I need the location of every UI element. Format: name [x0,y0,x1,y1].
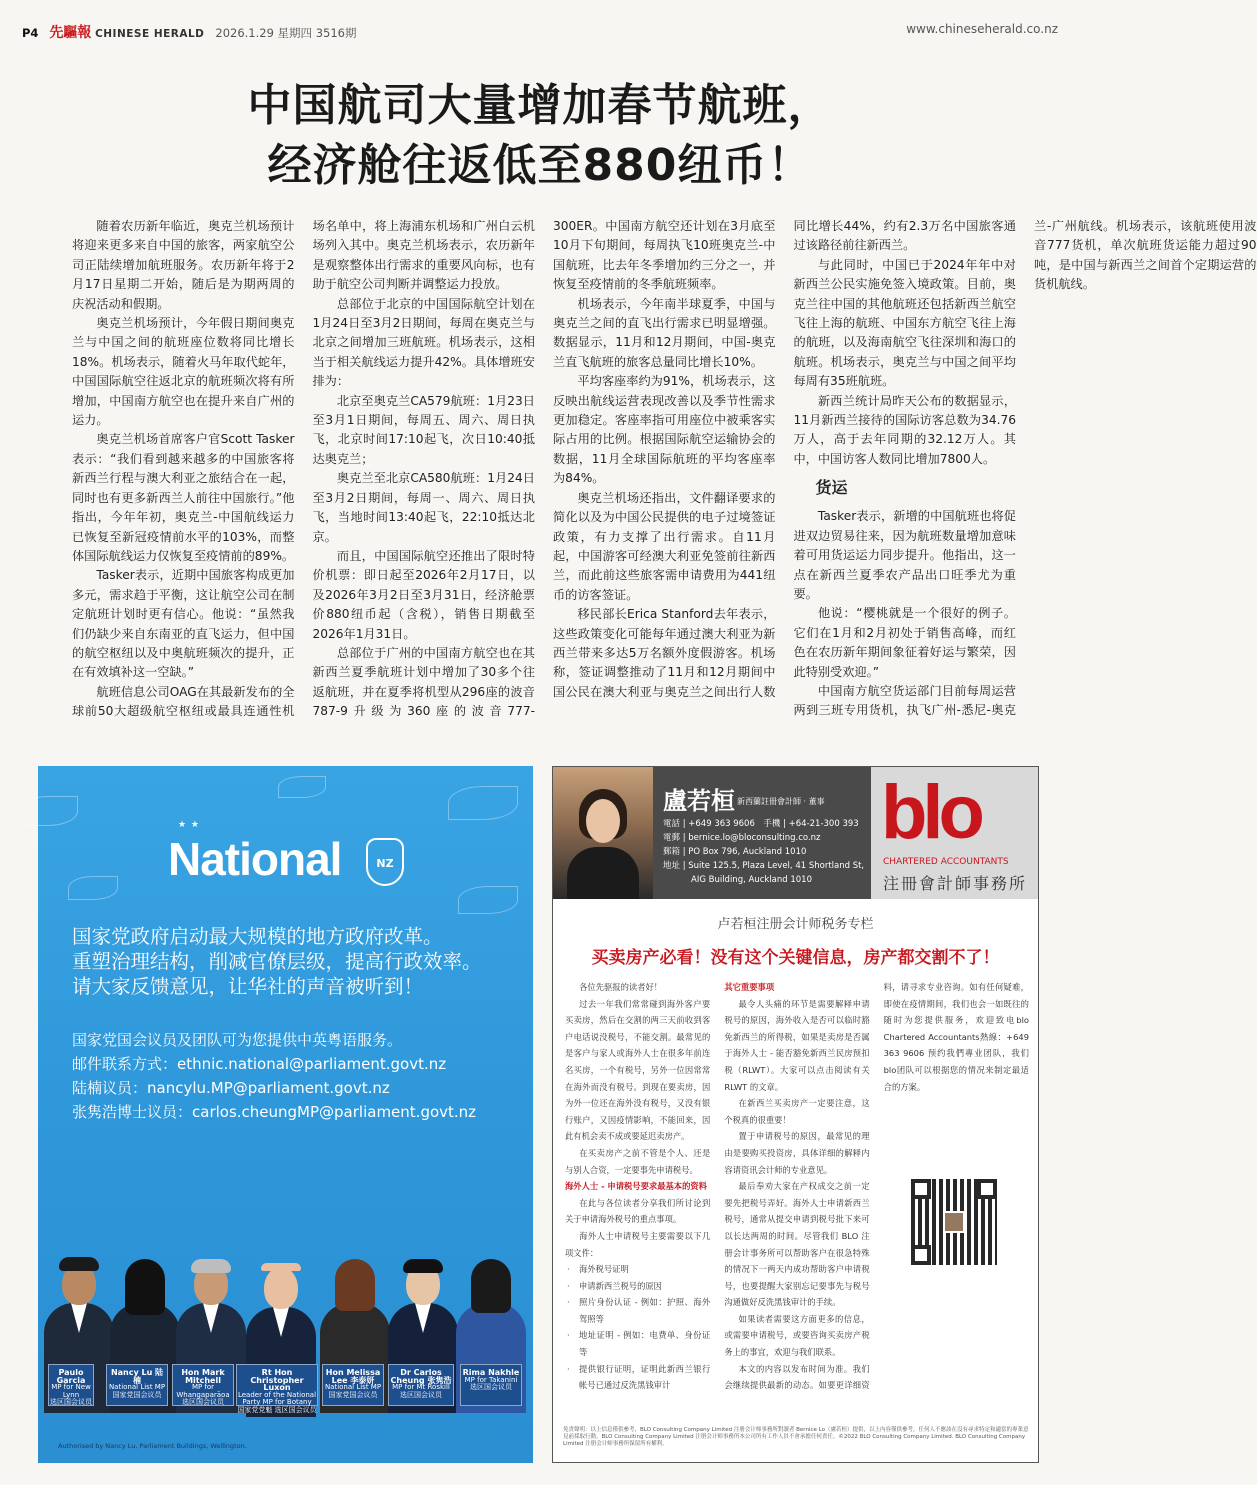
mp-role-cn: 选区国会议员 [50,1398,92,1406]
blo-accountants-ad[interactable] [552,766,1039,1463]
disclaimer: 免責聲明：以上信息僅供參考，BLO Consulting Company Limited 注册会计师事務所對讀者 Bernice Lo（盧若桓）提供，以上內容僅供參考，任何人不應該在沒有尋求特定和適當的專業意見前採取行動。BLO Consulting Company Limited 注册会计师事務所本公司所有工作人員不會承擔任何責任。©2022 BLO Consulting Company Limited. BLO Consulting Company Limited 注册会计师事務所保留所有權利。 [563,1427,1029,1447]
ad-subheading: 其它重要事项 [724,982,775,992]
cargo-paragraph: Tasker表示，新增的中国航班也将促进双边贸易往来，因为航班数量增加意味着可用货运运力同步提升。他指出，这一点在新西兰夏季农产品出口旺季尤为重要。 [793,509,1016,601]
leaf-decoration [458,886,518,914]
stars-icon: ★ ★ [178,820,200,830]
ad-paragraph: 置于申请税号的原因，最常见的理由是要购买投资房，具体详细的解释内容请资讯会计师的专业意见。 [724,1131,870,1175]
ad-paragraph: 过去一年我们常常碰到海外客户要买卖房，然后在交割的两三天前收到客户电话说没税号，不能交割。最常见的是客户与家人或海外人士在很多年前连名买房，一个有税号，另外一位因常常在海外而没有税号。到现在要卖房，因为外一位还在海外没有税号，又没有银行账户，又因疫情影响，不能回来，因此有机会卖不成或要延迟卖房产。 [565,998,711,1142]
list-item: · 申请新西兰税号的原因 [565,1278,710,1295]
mp-role: MP for New Lynn [51,1383,91,1399]
newspaper-logo: 先驅報 [49,25,92,41]
mp-name: Hon Mark Mitchell [181,1368,225,1385]
mp-name-tag [388,1364,454,1406]
ad-paragraph: 如果读者需要这方面更多的信息，或需要申请税号，或要咨询买卖房产税务上的事宜，欢迎与我们联系。 [724,1313,870,1358]
article-paragraph: 总部位于北京的中国国际航空计划在1月24日至3月2日期间，每周在奥克兰与北京之间增加三班航班。机场表示，这相当于相关航线运力提升42%。具体增班安排为： [312,296,535,389]
mp-name-tag [322,1364,384,1406]
mp-role-cn: 国家党国会议员 [328,1390,378,1399]
article-paragraph: 与此同时，中国已于2024年年中对新西兰公民实施免签入境政策。目前，奥克兰往中国的其他航班还包括新西兰航空飞往上海的航班、中国东方航空飞往上海的航班，以及海南航空飞往深圳和海口的航班。机场表示，奥克兰与中国之间平均每周有35班航班。 [793,257,1016,389]
leaf-decoration [68,876,118,900]
ad-message [72,924,512,999]
contact-email[interactable]: 张隽浩博士议员：carlos.cheungMP@parliament.govt.nz [72,1103,477,1121]
article-paragraph: 随着农历新年临近，奥克兰机场预计将迎来更多来自中国的旅客，两家航空公司正陆续增加航班服务。农历新年将于2月17日星期二开始，随后是为期两周的庆祝活动和假期。 [72,219,295,311]
contact-info [663,817,864,887]
article-paragraph: 北京至奥克兰CA579航班：1月23日至3月1日期间，每周五、周六、周日执飞，北京时间17:10起飞，次日10:40抵达奥克兰； [312,393,535,466]
list-item: · 海外税号证明 [565,1261,710,1278]
ad-paragraph: 在此与各位读者分享我们所讨论到关于申请海外税号的重点事项。 [565,1197,711,1225]
mp-group-photo [38,1260,533,1463]
article-paragraph: Tasker表示，近期中国旅客构成更加多元，需求趋于平衡，这让航空公司在制定航班计划时更有信心。他说：“虽然我们仍缺少来自东南亚的直飞运力，但中国的航空枢纽以及中奥航班频次的提升，正在有效填补这一空缺。” [72,568,295,680]
article-paragraph: 奥克兰至北京CA580航班：1月24日至3月2日期间，每周一、周六、周日执飞，当地时间13:40起飞，22:10抵达北京。 [312,471,535,544]
accountant-name: 盧若桓 [663,787,735,815]
contact-email[interactable]: 陆楠议员：nancylu.MP@parliament.govt.nz [72,1079,390,1097]
mp-name: Rt Hon Christopher Luxon [250,1368,304,1392]
address-line: 地址 | Suite 125.5, Plaza Level, 41 Shortland St, [663,861,865,871]
blo-logo-chinese: 注冊會計師事務所 [883,874,1028,893]
newspaper-name: CHINESE HERALD [95,28,205,40]
mp-role-cn: 国家党国会议员 [112,1390,162,1399]
qr-code[interactable] [911,1179,997,1265]
cargo-paragraph: 他说：“樱桃就是一个很好的例子。它们在1月和2月初处于销售高峰，而红色在农历新年期间象征着好运与繁荣，因此特别受欢迎。” [793,606,1016,679]
article-paragraph: 新西兰统计局昨天公布的数据显示，11月新西兰接待的国际访客总数为34.76万人，高于去年同期的32.12万人。其中，中国访客人数同比增加7800人。 [793,393,1016,466]
mp-role: National List MP [324,1383,382,1391]
ad-paragraph: 最后奉劝大家在产权成交之前一定要先把税号弄好。海外人士申请新西兰税号，通常从提交申请到税号批下来可以长达两周的时间。尽管我们 BLO 注册会计事务所可以帮助客户在很急特殊的情况下一两天内成功帮助客户申请税号，也要提醒大家别忘记要事先与税号沟通做好反洗黑钱审计的手续。 [724,1181,870,1308]
mp-role: Leader of the National Party MP for Botany [237,1390,317,1406]
email-line[interactable]: 電郵 | bernice.lo@bloconsulting.co.nz [663,833,821,843]
mp-name: Paulo Garcia [56,1368,86,1385]
article-paragraph: 机场表示，今年南半球夏季，中国与奥克兰之间的直飞出行需求已明显增强。数据显示，11月和12月期间，中国-奥克兰直飞航班的旅客总量同比增长10%。 [553,296,776,369]
ad-message-line: 国家党政府启动最大规模的地方政府改革。 [72,925,443,948]
contact-line: 国家党国会议员及团队可为您提供中英粤语服务。 [72,1031,403,1049]
ad-paragraph: 在买卖房产之前不管是个人、还是与别人合资，一定要事先申请税号。 [565,1147,711,1175]
ad-paragraph: 最令人头痛的环节是需要解释申请税号的原因，海外收入是否可以临时豁免新西兰的所得税，如果是卖房是否属于海外人士 - 能否豁免新西兰民房预扣税（RLWT）。大家可以点击阅读有关 RLWT 的文章。 [724,998,870,1092]
ad-paragraph: 各位先驱报的读者好！ [579,982,663,992]
mp-name: Dr Carlos Cheung 张隽浩 [390,1368,452,1385]
blo-logo-mark: blo [881,770,980,855]
site-url[interactable]: www.chineseherald.co.nz [906,22,1058,36]
ad-paragraph: 海外人士申请税号主要需要以下几项文件： [565,1230,711,1258]
phone-line[interactable]: 電話 | +649 363 9606 手機 | +64-21-300 393 [663,819,859,829]
national-wordmark: National [168,833,342,885]
mp-role: MP for Whangaparāoa [176,1383,230,1399]
blo-header-band [553,767,1038,899]
ad-paragraph: 在新西兰买卖房产一定要注意，这个税真的很重要！ [724,1098,870,1125]
cargo-paragraph: 中国南方航空货运部门目前每周运营两到三班专用货机，执飞广州-悉尼-奥克兰-广州航线。机场表示，该航班使用波音777货机，单次航班货运能力超过90吨，是中国与新西兰之间首个定期运营的货机航线。 [793,219,1257,718]
ad-headline: 买卖房产必看！没有这个关键信息，房产都交割不了！ [591,948,1000,968]
ad-message-line: 重塑治理结构，削减官僚层级，提高行政效率。 [72,950,482,973]
mp-role: MP for Mt Roskill [392,1383,450,1391]
leaf-decoration [448,786,518,820]
article-paragraph: 奥克兰机场还指出，文件翻译要求的简化以及为中国公民提供的电子过境签证政策，有力支撑了出行需求。自11月起，中国游客可经澳大利亚免签前往新西兰，而此前这些旅客需申请费用为441纽币的访客签证。 [553,490,776,602]
article-body [72,217,1257,739]
article-paragraph: 移民部长Erica Stanford去年表示，这些政策变化可能每年通过澳大利亚为新西兰带来多达5万名额外度假游客。机场称，签证调整推动了11月和12月期间中国公民在澳大利亚与奥克兰之间出行人数同比增长44%，约有2.3万名中国旅客通过该路径前往新西兰。 [553,219,1016,699]
page-header [22,22,1058,44]
mp-name-tag [236,1364,318,1414]
page-number: P4 [22,26,39,40]
nz-crest-icon: NZ [366,838,404,886]
po-box-line: 郵箱 | PO Box 796, Auckland 1010 [663,847,807,857]
mp-role: MP for Takanini [464,1375,518,1384]
national-party-ad[interactable] [38,766,533,1463]
mp-name-tag [460,1364,522,1406]
mp-role-cn: 选区国会议员 [182,1398,224,1406]
cargo-heading: 货运 [815,478,848,498]
article-paragraph: 奥克兰机场首席客户官Scott Tasker表示：“我们看到越来越多的中国旅客将新西兰行程与澳大利亚之旅结合在一起，同时也有更多新西兰人前往中国旅行。”他指出，今年年初，奥克兰-中国航线运力已恢复至新冠疫情前水平的103%，而整体国际航线运力仅恢复至疫情前的89%。 [72,432,295,563]
accountant-title: 新西蘭註冊會計師 · 董事 [737,797,825,806]
mp-name-tag [106,1364,168,1406]
list-item: · 提供银行证明，证明此新西兰银行帐号已通过反洗黑钱审计 [565,1361,710,1394]
blo-logo [871,767,1038,899]
leaf-decoration [278,776,326,798]
address-line: AIG Building, Auckland 1010 [691,875,812,885]
contact-email[interactable]: 邮件联系方式：ethnic.national@parliament.govt.nz [72,1055,447,1073]
list-item: · 照片身份认证 - 例如：护照、海外驾照等 [565,1294,710,1327]
mp-name-tag [172,1364,234,1406]
authorised-by: Authorised by Nancy Lu, Parliament Buildings, Wellington. [58,1442,247,1450]
headline-line-2: 经济舱往返低至880纽币！ [267,140,813,191]
column-title: 卢若桓注册会计师税务专栏 [717,917,874,932]
portrait-photo [553,767,653,899]
mp-role-cn: 国家党党魁 选区国会议员 [237,1405,317,1414]
mp-name: Rima Nakhle [462,1368,520,1377]
mp-role-cn: 选区国会议员 [400,1390,442,1399]
article-paragraph: 总部位于广州的中国南方航空也在其新西兰夏季航班计划中增加了30多个往返航班，并在夏季将机型从296座的波音787-9升级为360座的波音777-300ER。中国南方航空还计划在3月底至10月下旬期间，每周执飞10班奥克兰-中国航班，比去年冬季增加约三分之一，并恢复至疫情前的冬季航班频率。 [312,219,776,719]
article-paragraph: 航班信息公司OAG在其最新发布的全球前50大超级航空枢纽或最具连通性机场名单中，将上海浦东机场和广州白云机场列入其中。奥克兰机场表示，农历新年是观察整体出行需求的重要风向标，也有助于航空公司判断并调整运力投放。 [72,219,535,719]
ad-contact [72,1028,512,1124]
mp-role: National List MP [108,1383,166,1391]
issue-info: 2026.1.29 星期四 3516期 [215,26,357,40]
article-paragraph: 奥克兰机场预计，今年假日期间奥克兰与中国之间的航班座位数将同比增长18%。机场表示，随着火马年取代蛇年，中国国际航空往返北京的航班频次将有所增加，中国南方航空也在提升来自广州的运力。 [72,316,295,428]
mp-role-cn: 选区国会议员 [470,1383,512,1391]
article-paragraph: 而且，中国国际航空还推出了限时特价机票：即日起至2026年2月17日，以及2026年3月2日至3月31日，经济舱票价880纽币起（含税），销售日期截至2026年1月31日。 [312,548,535,641]
headline-line-1: 中国航司大量增加春节航班， [247,80,833,131]
blo-logo-subtitle: CHARTERED ACCOUNTANTS [883,857,1009,867]
national-logo [168,826,408,896]
leaf-decoration [18,796,78,826]
qr-avatar-icon [943,1211,965,1233]
list-item: · 地址证明 - 例如：电费单、身份证等 [565,1327,710,1360]
ad-paragraph: 本文的内容以发布时间为准。我们会继续提供最新的动态。如要更详细资料，请寻求专业咨询。如有任何疑难，即使在疫情期间，我们也会一如既往的随时为您提供服务，欢迎致电blo Chartered Accountants熱線：+649 363 9606 预约我們專业团队，我们blo团队可以根据您的情况来制定最适合的方案。 [724,982,1029,1391]
mp-name-tag [48,1364,94,1406]
headline [0,76,1080,196]
mp-name: Hon Melissa Lee 李泰妍 [325,1368,381,1385]
article-paragraph: 平均客座率约为91%，机场表示，这反映出航线运营表现改善以及季节性需求更加稳定。客座率指可用座位中被乘客实际占用的比例。根据国际航空运输协会的数据，11月全球国际航班的平均客座率为84%。 [553,374,776,486]
ad-message-line: 请大家反馈意见，让华社的声音被听到！ [72,975,424,998]
mp-name: Nancy Lu 陆楠 [110,1368,164,1385]
ad-subheading: 海外人士 - 申请税号要求最基本的资料 [565,1181,707,1192]
